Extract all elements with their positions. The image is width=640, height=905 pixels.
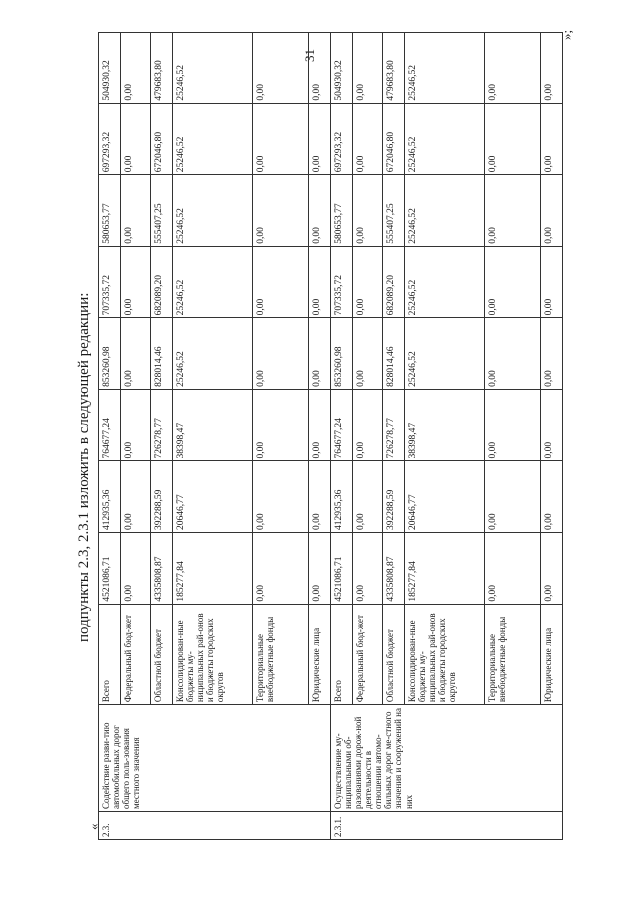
amount-cell: 555407,25 bbox=[383, 175, 405, 247]
funding-source-label: Федеральный бюд-жет bbox=[353, 604, 383, 705]
amount-cell: 20646,77 bbox=[405, 461, 485, 533]
amount-cell: 479683,80 bbox=[151, 33, 173, 104]
amount-cell: 0,00 bbox=[121, 533, 151, 605]
amount-cell: 0,00 bbox=[253, 533, 309, 605]
amount-cell: 0,00 bbox=[121, 318, 151, 390]
amount-cell: 0,00 bbox=[485, 103, 541, 175]
amount-cell: 25246,52 bbox=[173, 33, 253, 104]
item-name: Содействие разви-тию автомобильных дорог общего поль-зования местного значения bbox=[99, 705, 331, 812]
amount-cell: 25246,52 bbox=[173, 318, 253, 390]
amount-cell: 682089,20 bbox=[151, 246, 173, 318]
amount-cell: 0,00 bbox=[485, 175, 541, 247]
amount-cell: 764677,24 bbox=[331, 389, 353, 461]
amount-cell: 0,00 bbox=[121, 389, 151, 461]
amount-cell: 0,00 bbox=[485, 389, 541, 461]
amount-cell: 0,00 bbox=[253, 33, 309, 104]
amount-cell: 25246,52 bbox=[173, 175, 253, 247]
amount-cell: 672046,80 bbox=[151, 103, 173, 175]
amount-cell: 0,00 bbox=[253, 175, 309, 247]
item-code: 2.3. bbox=[99, 812, 331, 840]
funding-source-label: Федеральный бюд-жет bbox=[121, 604, 151, 705]
amount-cell: 0,00 bbox=[541, 103, 563, 175]
amount-cell: 0,00 bbox=[309, 103, 331, 175]
amount-cell: 555407,25 bbox=[151, 175, 173, 247]
amount-cell: 707335,72 bbox=[99, 246, 121, 318]
amount-cell: 504930,32 bbox=[99, 33, 121, 104]
amount-cell: 25246,52 bbox=[405, 318, 485, 390]
amount-cell: 0,00 bbox=[253, 246, 309, 318]
amount-cell: 0,00 bbox=[353, 318, 383, 390]
amount-cell: 0,00 bbox=[253, 389, 309, 461]
amount-cell: 185277,84 bbox=[405, 533, 485, 605]
amount-cell: 25246,52 bbox=[405, 246, 485, 318]
amount-cell: 0,00 bbox=[253, 103, 309, 175]
amount-cell: 828014,46 bbox=[383, 318, 405, 390]
amount-cell: 20646,77 bbox=[173, 461, 253, 533]
closing-quote: »; bbox=[559, 29, 574, 40]
amount-cell: 0,00 bbox=[541, 175, 563, 247]
amount-cell: 185277,84 bbox=[173, 533, 253, 605]
amount-cell: 38398,47 bbox=[173, 389, 253, 461]
page-number: 31 bbox=[302, 49, 317, 62]
amount-cell: 4521086,71 bbox=[331, 533, 353, 605]
amount-cell: 4335808,87 bbox=[383, 533, 405, 605]
amount-cell: 828014,46 bbox=[151, 318, 173, 390]
funding-source-label: Консолидирован-ные бюджеты му-ниципальных рай-онов и бюджеты городских округов bbox=[405, 604, 485, 705]
amount-cell: 0,00 bbox=[541, 389, 563, 461]
amount-cell: 0,00 bbox=[253, 461, 309, 533]
amount-cell: 0,00 bbox=[541, 246, 563, 318]
amount-cell: 0,00 bbox=[353, 246, 383, 318]
amount-cell: 38398,47 bbox=[405, 389, 485, 461]
amount-cell: 0,00 bbox=[121, 246, 151, 318]
amount-cell: 0,00 bbox=[485, 461, 541, 533]
amount-cell: 0,00 bbox=[485, 246, 541, 318]
amount-cell: 853260,98 bbox=[99, 318, 121, 390]
amount-cell: 0,00 bbox=[121, 461, 151, 533]
amount-cell: 0,00 bbox=[121, 103, 151, 175]
funding-source-label: Областной бюджет bbox=[151, 604, 173, 705]
funding-source-label: Территориальные внебюджетные фонды bbox=[253, 604, 309, 705]
amount-cell: 726278,77 bbox=[383, 389, 405, 461]
amount-cell: 853260,98 bbox=[331, 318, 353, 390]
funding-source-label: Областной бюджет bbox=[383, 604, 405, 705]
amount-cell: 25246,52 bbox=[173, 246, 253, 318]
table-row bbox=[331, 33, 353, 840]
amount-cell: 697293,32 bbox=[99, 103, 121, 175]
amount-cell: 392288,59 bbox=[151, 461, 173, 533]
amount-cell: 504930,32 bbox=[331, 33, 353, 104]
amount-cell: 412935,36 bbox=[99, 461, 121, 533]
amount-cell: 0,00 bbox=[309, 389, 331, 461]
item-name: Осуществление му-ниципальными об-разованиями дорож-ной деятельности в отношении автомо-бильных дорог ме-стного значения и сооружений на них bbox=[331, 705, 563, 812]
amount-cell: 0,00 bbox=[353, 389, 383, 461]
amount-cell: 412935,36 bbox=[331, 461, 353, 533]
amount-cell: 25246,52 bbox=[405, 175, 485, 247]
intro-text: подпункты 2.3, 2.3.1 изложить в следующей редакции: bbox=[76, 292, 92, 642]
amount-cell: 25246,52 bbox=[405, 33, 485, 104]
amount-cell: 580653,77 bbox=[99, 175, 121, 247]
item-code: 2.3.1. bbox=[331, 812, 563, 840]
funding-source-label: Юридические лица bbox=[541, 604, 563, 705]
amount-cell: 0,00 bbox=[485, 33, 541, 104]
amount-cell: 0,00 bbox=[309, 318, 331, 390]
amount-cell: 0,00 bbox=[309, 175, 331, 247]
funding-source-label: Всего bbox=[99, 604, 121, 705]
table-row bbox=[99, 33, 121, 840]
amount-cell: 697293,32 bbox=[331, 103, 353, 175]
funding-source-label: Консолидирован-ные бюджеты му-ниципальных рай-онов и бюджеты городских округов bbox=[173, 604, 253, 705]
amount-cell: 0,00 bbox=[485, 318, 541, 390]
amount-cell: 0,00 bbox=[541, 533, 563, 605]
amount-cell: 0,00 bbox=[121, 175, 151, 247]
funding-source-label: Юридические лица bbox=[309, 604, 331, 705]
amount-cell: 0,00 bbox=[353, 103, 383, 175]
amount-cell: 0,00 bbox=[353, 461, 383, 533]
funding-table-container bbox=[98, 32, 554, 840]
amount-cell: 726278,77 bbox=[151, 389, 173, 461]
amount-cell: 0,00 bbox=[309, 246, 331, 318]
amount-cell: 764677,24 bbox=[99, 389, 121, 461]
amount-cell: 672046,80 bbox=[383, 103, 405, 175]
amount-cell: 580653,77 bbox=[331, 175, 353, 247]
funding-source-label: Всего bbox=[331, 604, 353, 705]
amount-cell: 0,00 bbox=[541, 33, 563, 104]
amount-cell: 707335,72 bbox=[331, 246, 353, 318]
opening-quote: « bbox=[86, 823, 101, 830]
amount-cell: 0,00 bbox=[541, 461, 563, 533]
amount-cell: 0,00 bbox=[309, 33, 331, 104]
amount-cell: 479683,80 bbox=[383, 33, 405, 104]
funding-source-label: Территориальные внебюджетные фонды bbox=[485, 604, 541, 705]
amount-cell: 4521086,71 bbox=[99, 533, 121, 605]
amount-cell: 0,00 bbox=[309, 461, 331, 533]
amount-cell: 392288,59 bbox=[383, 461, 405, 533]
amount-cell: 0,00 bbox=[309, 533, 331, 605]
amount-cell: 25246,52 bbox=[173, 103, 253, 175]
amount-cell: 0,00 bbox=[353, 533, 383, 605]
amount-cell: 0,00 bbox=[541, 318, 563, 390]
amount-cell: 0,00 bbox=[353, 175, 383, 247]
amount-cell: 0,00 bbox=[253, 318, 309, 390]
amount-cell: 4335808,87 bbox=[151, 533, 173, 605]
amount-cell: 682089,20 bbox=[383, 246, 405, 318]
amount-cell: 0,00 bbox=[353, 33, 383, 104]
amount-cell: 25246,52 bbox=[405, 103, 485, 175]
amount-cell: 0,00 bbox=[485, 533, 541, 605]
funding-table bbox=[98, 32, 563, 840]
amount-cell: 0,00 bbox=[121, 33, 151, 104]
